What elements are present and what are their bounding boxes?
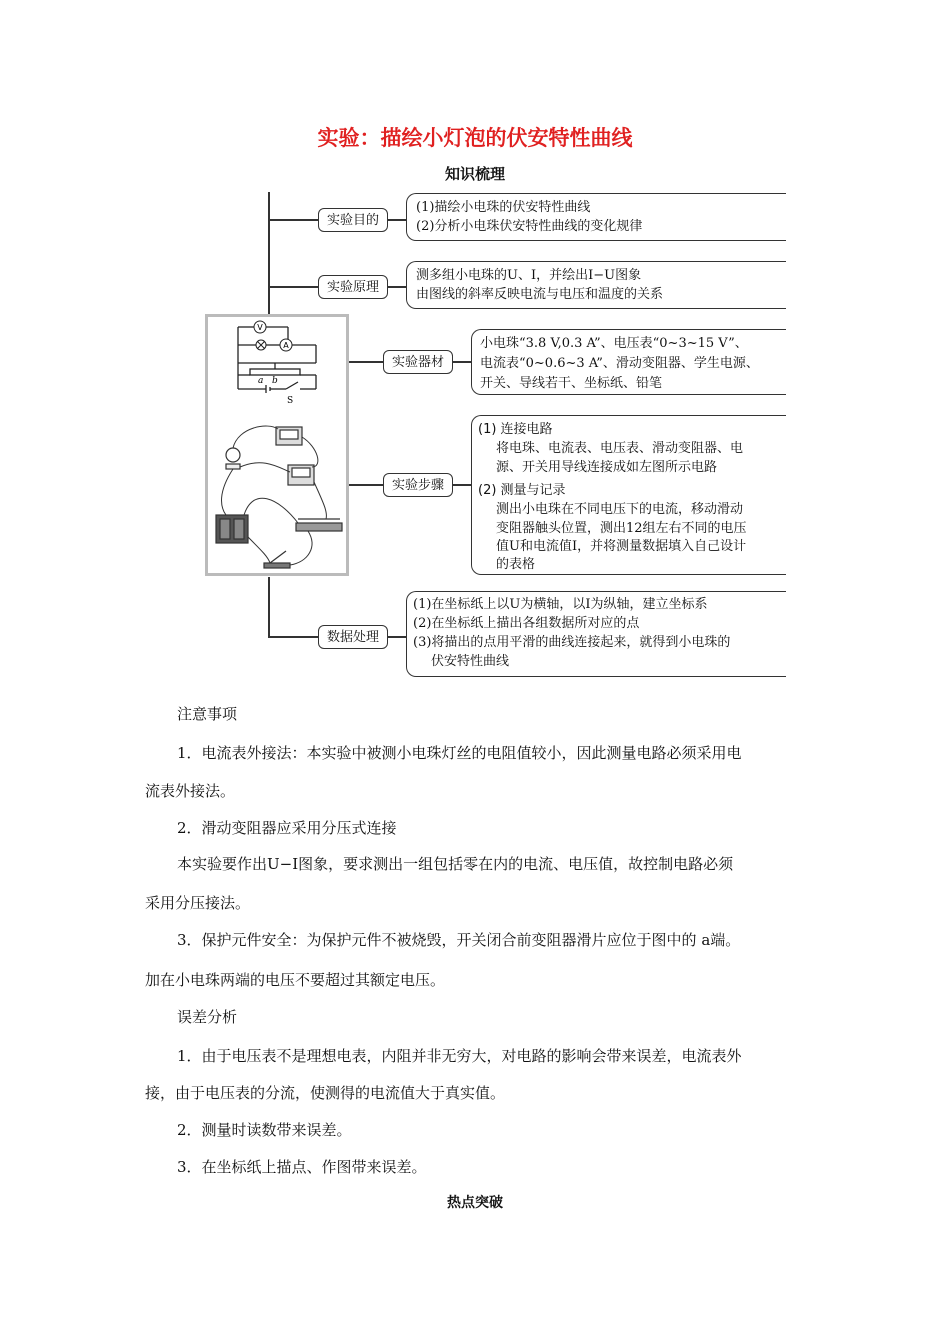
rheostat-end-a: a — [258, 376, 264, 386]
ammeter-label: A — [283, 341, 289, 350]
branch-line — [349, 361, 383, 363]
steps-item: (2) 测量与记录 — [478, 483, 566, 498]
voltmeter-label: V — [257, 323, 263, 332]
branch-line — [268, 636, 318, 638]
errors-heading: 误差分析 — [177, 1008, 238, 1026]
equipment-item: 小电珠“3.8 V,0.3 A”、电压表“0~3~15 V”、 — [480, 336, 748, 351]
equipment-item: 开关、导线若干、坐标纸、铅笔 — [480, 376, 663, 391]
errors-line: 1．由于电压表不是理想电表，内阻并非无穷大，对电路的影响会带来误差，电流表外 — [177, 1047, 742, 1065]
purpose-item: (2)分析小电珠伏安特性曲线的变化规律 — [416, 219, 643, 234]
wires — [222, 426, 327, 565]
connector-line — [388, 286, 406, 288]
steps-item: 源、开关用导线连接成如左图所示电路 — [496, 460, 718, 475]
steps-item: (1) 连接电路 — [478, 422, 553, 437]
connector-line — [388, 219, 406, 221]
connector-line — [388, 636, 406, 638]
notes-line: 2．滑动变阻器应采用分压式连接 — [177, 819, 397, 837]
node-purpose: 实验目的 — [318, 208, 388, 232]
notes-line: 采用分压接法。 — [145, 894, 251, 912]
errors-line: 3．在坐标纸上描点、作图带来误差。 — [177, 1158, 427, 1176]
node-data: 数据处理 — [318, 625, 388, 649]
errors-line: 2．测量时读数带来误差。 — [177, 1121, 352, 1139]
data-item: (2)在坐标纸上描出各组数据所对应的点 — [413, 616, 640, 631]
purpose-item: (1)描绘小电珠的伏安特性曲线 — [416, 200, 591, 215]
trunk-line-lower — [268, 577, 270, 637]
principle-item: 测多组小电珠的U、I，并绘出I−U图象 — [416, 268, 642, 283]
steps-item: 的表格 — [496, 557, 536, 572]
notes-line: 1．电流表外接法：本实验中被测小电珠灯丝的电阻值较小，因此测量电路必须采用电 — [177, 744, 742, 762]
page-title: 实验：描绘小灯泡的伏安特性曲线 — [317, 126, 633, 150]
section-heading-knowledge: 知识梳理 — [444, 165, 505, 183]
apparatus-illustration — [216, 427, 342, 568]
notes-line: 流表外接法。 — [145, 782, 236, 800]
branch-line — [268, 286, 318, 288]
steps-item: 值U和电流值I，并将测量数据填入自己设计 — [496, 539, 747, 554]
principle-item: 由图线的斜率反映电流与电压和温度的关系 — [416, 287, 664, 302]
errors-line: 接，由于电压表的分流，使测得的电流值大于真实值。 — [145, 1084, 506, 1102]
data-item: 伏安特性曲线 — [431, 654, 510, 669]
apparatus-diagram — [205, 314, 349, 576]
trunk-line — [268, 192, 270, 317]
notes-line: 3．保护元件安全：为保护元件不被烧毁，开关闭合前变阻器滑片应位于图中的 a端。 — [177, 931, 741, 949]
connector-line — [453, 484, 471, 486]
data-item: (1)在坐标纸上以U为横轴，以I为纵轴，建立坐标系 — [413, 597, 708, 612]
rheostat-end-b: b — [272, 376, 278, 386]
node-equipment: 实验器材 — [383, 350, 453, 374]
data-item: (3)将描出的点用平滑的曲线连接起来，就得到小电珠的 — [413, 635, 731, 650]
switch-label: S — [287, 396, 294, 406]
circuit-schematic — [208, 317, 346, 573]
node-principle: 实验原理 — [318, 275, 388, 299]
section-heading-hotspots: 热点突破 — [447, 1195, 503, 1211]
notes-line: 加在小电珠两端的电压不要超过其额定电压。 — [145, 971, 446, 989]
steps-item: 测出小电珠在不同电压下的电流，移动滑动 — [496, 502, 744, 517]
connector-line — [453, 361, 471, 363]
steps-item: 变阻器触头位置，测出12组左右不同的电压 — [496, 521, 747, 536]
steps-item: 将电珠、电流表、电压表、滑动变阻器、电 — [496, 441, 744, 456]
notes-heading: 注意事项 — [177, 705, 238, 723]
node-steps: 实验步骤 — [383, 473, 453, 497]
branch-line — [349, 484, 383, 486]
branch-line — [268, 219, 318, 221]
notes-line: 本实验要作出U−I图象，要求测出一组包括零在内的电流、电压值，故控制电路必须 — [177, 855, 734, 873]
equipment-item: 电流表“0~0.6~3 A”、滑动变阻器、学生电源、 — [480, 356, 759, 371]
